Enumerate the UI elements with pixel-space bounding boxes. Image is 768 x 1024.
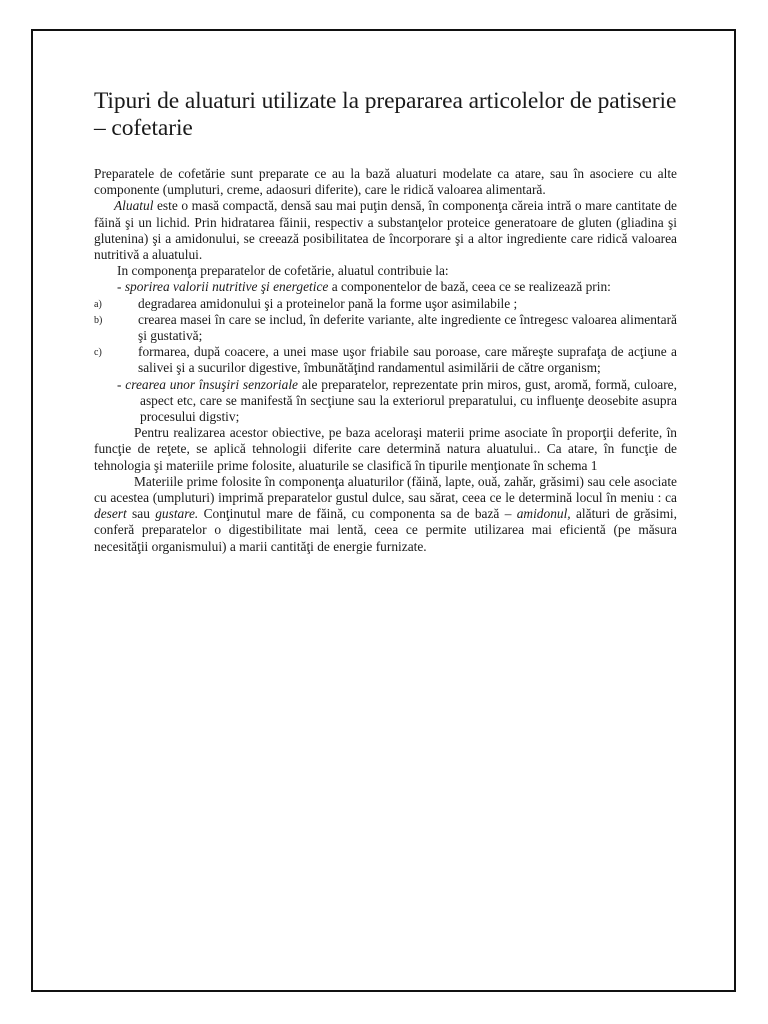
- paragraph-materii-text-b: sau: [126, 506, 156, 522]
- paragraph-materii-prime: [94, 474, 677, 555]
- term-senzoriale: crearea unor însuşiri senzoriale: [125, 376, 298, 392]
- paragraph-intro: Preparatele de cofetărie sunt preparate ce au la bază aluaturi modelate ca atare, sau în asociere cu alte componente (umpluturi, creme, adaosuri diferite), care le ridică valoarea alimentară.: [94, 166, 677, 198]
- dash-item-nutritive-text: a componentelor de bază, ceea ce se realizează prin:: [328, 279, 611, 295]
- list-marker: c): [94, 347, 102, 359]
- dash-item-senzoriale-text: ale preparatelor, reprezentate prin miros, gust, aromă, formă, culoare, aspect etc, care se manifestă în secţiune sau la exteriorul preparatului, cu influenţe deosebite asupra procesului digstiv;: [140, 376, 677, 425]
- list-item: [94, 296, 677, 312]
- document-page: [31, 29, 736, 992]
- document-content: [94, 88, 677, 555]
- list-marker: a): [94, 298, 102, 310]
- dash-prefix: -: [117, 279, 125, 295]
- term-aluatul: Aluatul: [114, 198, 154, 214]
- dash-prefix: -: [117, 376, 126, 392]
- term-nutritive: sporirea valorii nutritive şi energetice: [124, 279, 329, 295]
- list-item-text: crearea masei în care se includ, în deferite variante, alte ingrediente ce întregesc valoarea alimentară şi gustativă;: [138, 311, 677, 344]
- paragraph-obiective: Pentru realizarea acestor obiective, pe baza aceloraşi materii prime asociate în proporţii deferite, în funcţie de reţete, se aplică tehnologii diferite care determină natura aluatului.. Ca atare, în funcţie de tehnologia şi materiile prime folosite, aluaturile se clasifică în tipurile menţionate în schema 1: [94, 425, 677, 473]
- document-title: Tipuri de aluaturi utilizate la prepararea articolelor de patiserie – cofetarie: [94, 88, 677, 141]
- paragraph-contribution-lead: In componenţa preparatelor de cofetărie, aluatul contribuie la:: [117, 263, 449, 279]
- list-item: [94, 344, 677, 376]
- list-marker: b): [94, 314, 103, 326]
- paragraph-materii-text-c: Conţinutul mare de făină, cu componenta sa de bază –: [198, 506, 517, 522]
- list-item: [94, 312, 677, 344]
- term-desert: desert: [94, 506, 127, 522]
- paragraph-aluatul-text: este o masă compactă, densă sau mai puţin densă, în componenţa căreia intră o mare cantitate de făină şi un lichid. Prin hidratarea făinii, respectiv a substanţelor proteice generatoare de gluten (gliadina şi glutenina) şi a amidonului, se creează posibilitatea de încorporare şi a altor ingrediente care ridică valoarea nutritivă a aluatului.: [94, 198, 677, 263]
- paragraph-materii-text-d: alături de grăsimi, conferă preparatelor o digestibilitate mai lentă, ceea ce permite utilizarea mai eficientă (pe măsura necesităţii organismului) a marii cantităţi de energie furnizate.: [94, 506, 677, 554]
- term-amidonul: amidonul,: [516, 506, 571, 522]
- dash-item-senzoriale: [94, 377, 677, 426]
- paragraph-aluatul: [94, 198, 677, 263]
- term-gustare: gustare.: [155, 506, 199, 522]
- dash-item-nutritive: [94, 279, 677, 295]
- list-item-text: formarea, după coacere, a unei mase uşor friabile sau poroase, care măreşte suprafaţa de acţiune a salivei şi a sucurilor digestive, îmbunătăţind randamentul asimilării de către organism;: [138, 344, 677, 376]
- list-item-text: degradarea amidonului şi a proteinelor pană la forme uşor asimilabile ;: [138, 295, 518, 311]
- paragraph-materii-text-a: Materiile prime folosite în componenţa aluaturilor (făină, lapte, ouă, zahăr, grăsimi) sau cele asociate cu acestea (umpluturi) imprimă preparatelor gustul dulce, sau sărat, ceea ce le determină locul în meniu : ca: [94, 473, 677, 506]
